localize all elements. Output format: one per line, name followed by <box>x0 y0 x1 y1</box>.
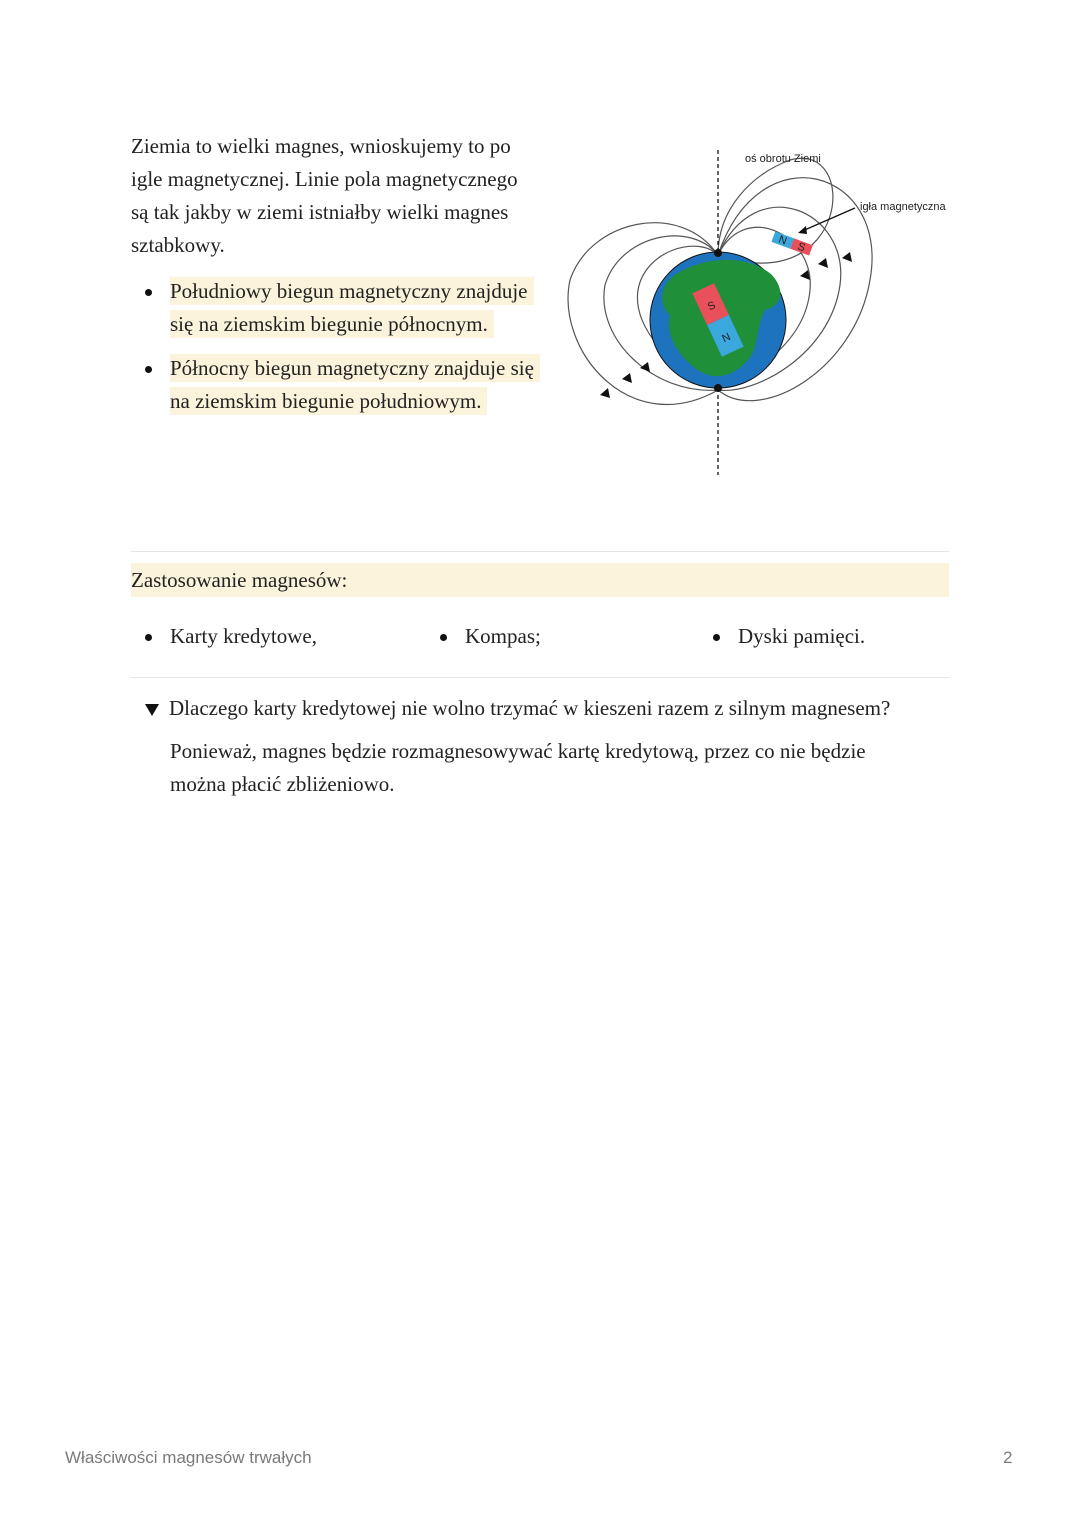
uses-list <box>140 620 940 654</box>
north-geo-pole-dot <box>714 249 722 257</box>
compass-needle <box>771 232 813 257</box>
divider <box>131 551 949 552</box>
needle-label: igła magnetyczna <box>860 201 946 213</box>
page-number: 2 <box>1003 1448 1013 1467</box>
list-item: Dyski pamięci. <box>708 620 865 653</box>
needle-s-label: S <box>795 240 807 255</box>
pole-north-text: Północny biegun magnetyczny znajduje się na ziemskim biegunie południowym. <box>170 354 540 415</box>
magnet-s-label: S <box>705 299 718 314</box>
toggle-header[interactable] <box>145 692 945 725</box>
footer-title: Właściwości magnesów trwałych <box>65 1448 312 1467</box>
intro-paragraph: Ziemia to wielki magnes, wnioskujemy to po igle magnetycznej. Linie pola magnetycznego są tak jakby w ziemi istniałby wielki magnes sztabkowy. <box>131 134 518 257</box>
list-item <box>140 352 540 418</box>
list-item: Kompas; <box>435 620 541 653</box>
needle-pointer-line <box>800 208 855 232</box>
poles-list <box>140 275 540 429</box>
axis-label: oś obrotu Ziemi <box>745 153 821 165</box>
toggle-question[interactable]: Dlaczego karty kredytowej nie wolno trzymać w kieszeni razem z silnym magnesem? <box>169 696 891 720</box>
toggle-block <box>145 692 945 801</box>
south-geo-pole-dot <box>714 384 722 392</box>
uses-heading: Zastosowanie magnesów: <box>131 563 949 597</box>
needle-n-label: N <box>776 233 789 248</box>
pole-south-text: Południowy biegun magnetyczny znajduje się na ziemskim biegunie północnym. <box>170 277 534 338</box>
needle-pointer-arrow <box>798 226 807 234</box>
divider <box>131 677 949 678</box>
triangle-down-icon[interactable] <box>145 704 159 716</box>
list-item <box>140 275 540 341</box>
earth-magnetic-field-figure <box>560 140 960 485</box>
toggle-answer: Ponieważ, magnes będzie rozmagnesowywać kartę kredytową, przez co nie będzie można płacić zbliżeniowo. <box>170 739 866 796</box>
magnet-n-label: N <box>720 331 733 346</box>
list-item: Karty kredytowe, <box>140 620 317 653</box>
